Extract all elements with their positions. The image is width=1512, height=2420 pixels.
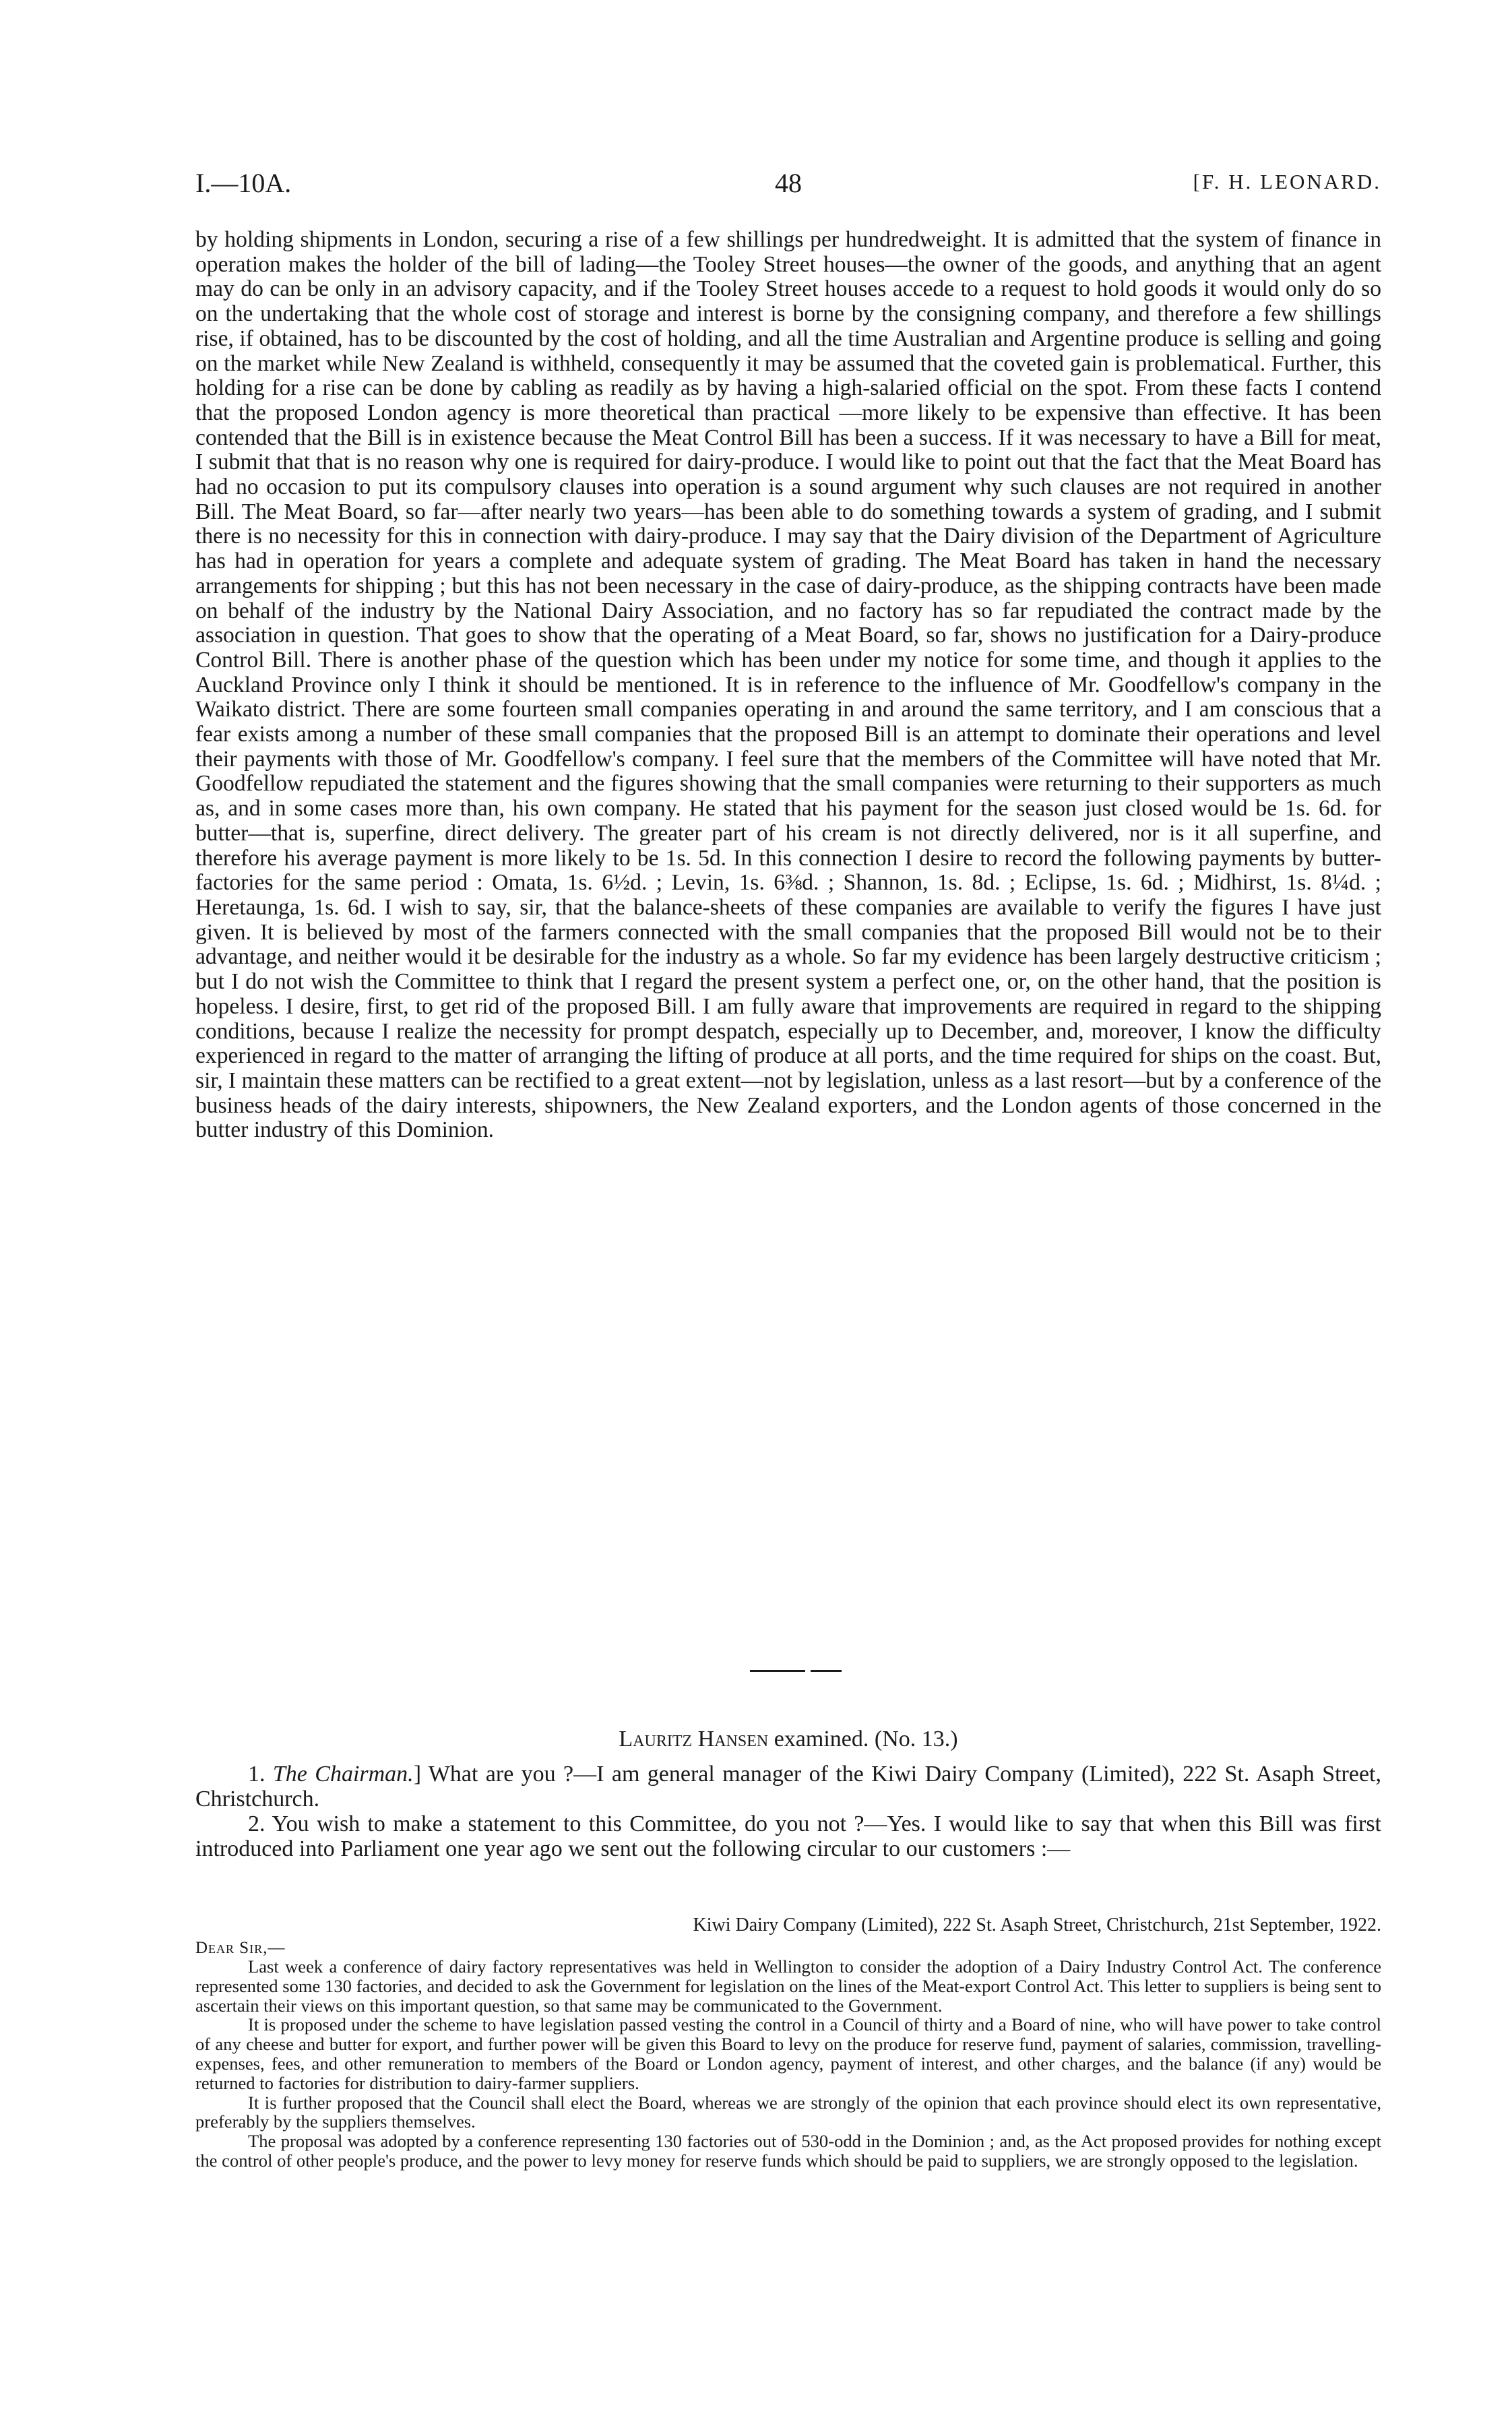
- letter-body: [195, 1957, 1381, 2171]
- letter-paragraph: The proposal was adopted by a conference representing 130 factories out of 530-odd in the Dominion ; and, as the Act proposed provides for nothing except the control of other people's produce, and the power to levy money for reserve funds which should be paid to suppliers, we are strongly opposed to the legislation.: [195, 2131, 1381, 2171]
- page-number: 48: [775, 168, 802, 198]
- document-reference: I.—10A.: [195, 168, 292, 198]
- question-1: [195, 1762, 1381, 1811]
- witness-name: Lauritz Hansen: [619, 1727, 769, 1751]
- witness-number: (No. 13.): [874, 1727, 958, 1751]
- question-number: 1.: [248, 1762, 265, 1787]
- witness-running-head: [F. H. LEONARD.: [1193, 170, 1381, 193]
- letter-salutation: Dear Sir,—: [195, 1939, 286, 1957]
- section-divider: [750, 1670, 842, 1672]
- question-text: ] What are you ?—I am general manager of the Kiwi Dairy Company (Limited), 222 St. Asaph Street, Christchurch.: [195, 1762, 1381, 1811]
- witness-heading: [195, 1727, 1381, 1752]
- question-text: You wish to make a statement to this Committee, do you not ?—Yes. I would like to say that when this Bill was first introduced into Parliament one year ago we sent out the following circular to our customers :—: [195, 1811, 1381, 1861]
- page-header: [195, 167, 1381, 201]
- letter-paragraph: It is proposed under the scheme to have legislation passed vesting the control in a Council of thirty and a Board of nine, who will have power to take control of any cheese and butter for export, and further power will be given this Board to levy on the produce for reserve fund, payment of salaries, commission, travelling-expenses, fees, and other remuneration to members of the Board or London agency, payment of interest, and other charges, and the balance (if any) would be returned to factories for distribution to dairy-farmer suppliers.: [195, 2014, 1381, 2093]
- letter-dateline: Kiwi Dairy Company (Limited), 222 St. Asaph Street, Christchurch, 21st September, 1922.: [693, 1915, 1381, 1935]
- question-2: [195, 1811, 1381, 1861]
- question-speaker: The Chairman.: [272, 1762, 414, 1787]
- letter-paragraph: Last week a conference of dairy factory representatives was held in Wellington to consider the adoption of a Dairy Industry Control Act. The conference represented some 130 factories, and decided to ask the Government for legislation on the lines of the Meat-export Control Act. This letter to suppliers is being sent to ascertain their views on this important question, so that same may be communicated to the Government.: [195, 1956, 1381, 2016]
- examined-label: examined.: [774, 1727, 869, 1751]
- question-number: 2.: [248, 1811, 265, 1836]
- evidence-paragraph: by holding shipments in London, securing a rise of a few shillings per hundredweight. It is admitted that the system of finance in operation makes the holder of the bill of lading—the Tooley Street houses—the owner of the goods, and anything that an agent may do can be only in an advisory capacity, and if the Tooley Street houses accede to a request to hold goods it would only do so on the undertaking that the whole cost of storage and interest is borne by the consigning company, and therefore a few shillings rise, if obtained, has to be discounted by the cost of holding, and all the time Australian and Argentine produce is selling and going on the market while New Zealand is withheld, consequently it may be assumed that the coveted gain is problematical. Further, this holding for a rise can be done by cabling as readily as by having a high-salaried official on the spot. From these facts I contend that the proposed London agency is more theoretical than practical —more likely to be expensive than effective. It has been contended that the Bill is in existence because the Meat Control Bill has been a success. If it was necessary to have a Bill for meat, I submit that that is no reason why one is required for dairy-produce. I would like to point out that the fact that the Meat Board has had no occasion to put its compulsory clauses into operation is a sound argument why such clauses are not required in another Bill. The Meat Board, so far—after nearly two years—has been able to do something towards a system of grading, and I submit there is no necessity for this in connection with dairy-produce. I may say that the Dairy division of the Department of Agriculture has had in operation for years a complete and adequate system of grading. The Meat Board has taken in hand the necessary arrangements for shipping ; but this has not been necessary in the case of dairy-produce, as the shipping contracts have been made on behalf of the industry by the National Dairy Association, and no factory has so far repudiated the contract made by the association in question. That goes to show that the operating of a Meat Board, so far, shows no justification for a Dairy-produce Control Bill. There is another phase of the question which has been under my notice for some time, and though it applies to the Auckland Province only I think it should be mentioned. It is in reference to the influence of Mr. Goodfellow's company in the Waikato district. There are some fourteen small companies operating in and around the same territory, and I am conscious that a fear exists among a number of these small companies that the proposed Bill is an attempt to dominate their operations and level their payments with those of Mr. Goodfellow's company. I feel sure that the members of the Committee will have noted that Mr. Goodfellow repudiated the statement and the figures showing that the small companies were returning to their supporters as much as, and in some cases more than, his own company. He stated that his payment for the season just closed would be 1s. 6d. for butter—that is, superfine, direct delivery. The greater part of his cream is not directly delivered, nor is it all superfine, and therefore his average payment is more likely to be 1s. 5d. In this connection I desire to record the following payments by butter-factories for the same period : Omata, 1s. 6½d. ; Levin, 1s. 6⅜d. ; Shannon, 1s. 8d. ; Eclipse, 1s. 6d. ; Midhirst, 1s. 8¼d. ; Heretaunga, 1s. 6d. I wish to say, sir, that the balance-sheets of these companies are available to verify the figures I have just given. It is believed by most of the farmers connected with the small companies that the proposed Bill would not be to their advantage, and neither would it be desirable for the industry as a whole. So far my evidence has been largely destructive criticism ; but I do not wish the Committee to think that I regard the present system a perfect one, or, on the other hand, that the position is hopeless. I desire, first, to get rid of the proposed Bill. I am fully aware that improvements are required in regard to the shipping conditions, because I realize the necessity for prompt despatch, especially up to December, and, moreover, I know the difficulty experienced in regard to the matter of arranging the lifting of produce at all ports, and the time required for ships on the coast. But, sir, I maintain these matters can be rectified to a great extent—not by legislation, unless as a last resort—but by a conference of the business heads of the dairy interests, shipowners, the New Zealand exporters, and the London agents of those concerned in the butter industry of this Dominion.: [195, 227, 1381, 1143]
- letter-paragraph: It is further proposed that the Council shall elect the Board, whereas we are strongly of the opinion that each province should elect its own representative, preferably by the suppliers themselves.: [195, 2092, 1381, 2132]
